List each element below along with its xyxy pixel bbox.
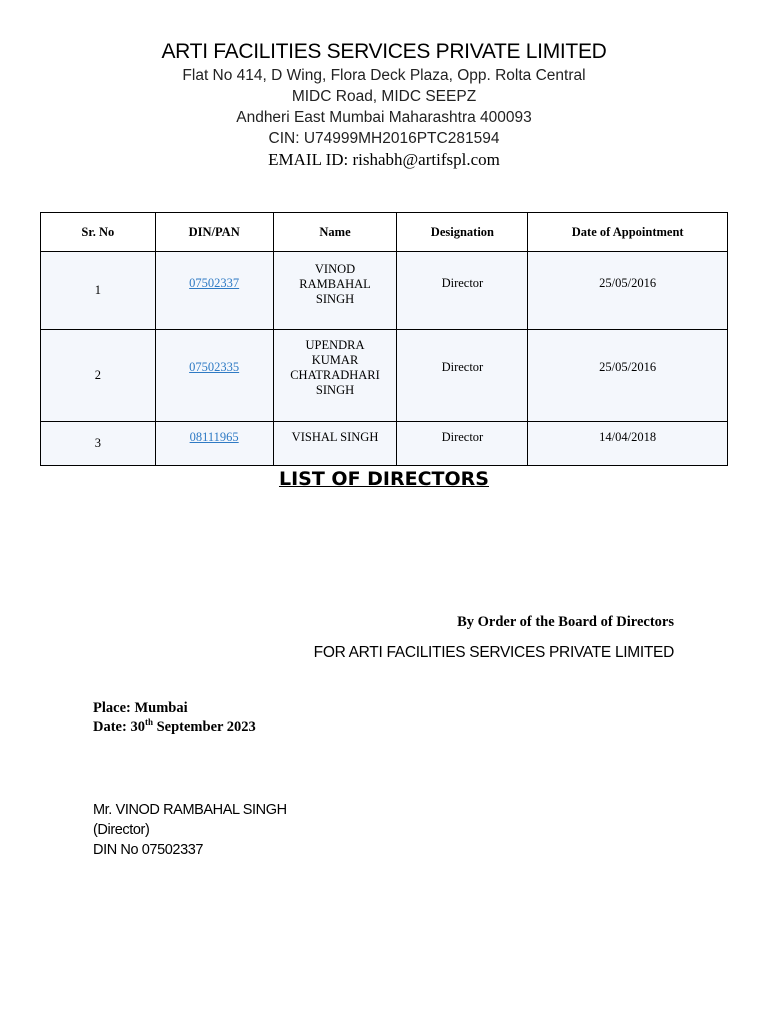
name-line: VISHAL SINGH bbox=[291, 430, 379, 444]
designation-cell: Director bbox=[397, 252, 528, 330]
address-line-3: Andheri East Mumbai Maharashtra 400093 bbox=[236, 109, 532, 126]
address-line-1: Flat No 414, D Wing, Flora Deck Plaza, Opp. Rolta Central bbox=[182, 67, 586, 84]
designation-cell: Director bbox=[397, 330, 528, 422]
din-cell bbox=[155, 252, 273, 330]
table-row bbox=[41, 330, 728, 422]
date-text bbox=[93, 717, 256, 736]
name-line: VINOD bbox=[314, 262, 356, 276]
date-cell: 25/05/2016 bbox=[528, 330, 728, 422]
sr-no-cell: 3 bbox=[41, 422, 156, 466]
list-title: LIST OF DIRECTORS bbox=[278, 468, 489, 490]
date-suffix: September 2023 bbox=[152, 718, 256, 735]
by-order-text: By Order of the Board of Directors bbox=[457, 614, 674, 630]
date-ordinal: th bbox=[144, 717, 153, 727]
name-cell bbox=[273, 252, 397, 330]
column-header-sr-no: Sr. No bbox=[41, 213, 156, 252]
din-cell bbox=[155, 422, 273, 466]
name-line: RAMBAHAL bbox=[299, 277, 371, 291]
name-line: KUMAR bbox=[311, 353, 359, 367]
date-cell: 25/05/2016 bbox=[528, 252, 728, 330]
email-id: EMAIL ID: rishabh@artifspl.com bbox=[268, 150, 500, 169]
column-header-name: Name bbox=[273, 213, 397, 252]
name-line: CHATRADHARI bbox=[290, 368, 380, 382]
table-header-row bbox=[41, 213, 728, 252]
din-link[interactable]: 07502337 bbox=[189, 276, 240, 290]
sr-no-cell: 1 bbox=[41, 252, 156, 330]
signatory-name: Mr. VINOD RAMBAHAL SINGH bbox=[93, 802, 287, 818]
name-line: SINGH bbox=[315, 292, 355, 306]
name-cell bbox=[273, 330, 397, 422]
din-link[interactable]: 07502335 bbox=[189, 360, 240, 374]
address-line-2: MIDC Road, MIDC SEEPZ bbox=[291, 88, 477, 105]
table-row bbox=[41, 252, 728, 330]
date-prefix: Date: 30 bbox=[93, 718, 145, 735]
name-line: SINGH bbox=[315, 383, 355, 397]
signatory-role: (Director) bbox=[93, 822, 150, 838]
column-header-din-pan: DIN/PAN bbox=[155, 213, 273, 252]
sr-no-cell: 2 bbox=[41, 330, 156, 422]
column-header-designation: Designation bbox=[397, 213, 528, 252]
table-row bbox=[41, 422, 728, 466]
designation-cell: Director bbox=[397, 422, 528, 466]
for-company-text: FOR ARTI FACILITIES SERVICES PRIVATE LIMITED bbox=[313, 644, 674, 661]
company-name: ARTI FACILITIES SERVICES PRIVATE LIMITED bbox=[161, 40, 607, 63]
din-cell bbox=[155, 330, 273, 422]
column-header-date-of-appointment: Date of Appointment bbox=[528, 213, 728, 252]
cin-number: CIN: U74999MH2016PTC281594 bbox=[268, 130, 500, 147]
place-text: Place: Mumbai bbox=[93, 700, 188, 716]
date-cell: 14/04/2018 bbox=[528, 422, 728, 466]
directors-table bbox=[40, 212, 728, 466]
signatory-din: DIN No 07502337 bbox=[93, 842, 204, 858]
name-cell bbox=[273, 422, 397, 466]
name-line: UPENDRA bbox=[305, 338, 365, 352]
din-link[interactable]: 08111965 bbox=[189, 430, 239, 444]
